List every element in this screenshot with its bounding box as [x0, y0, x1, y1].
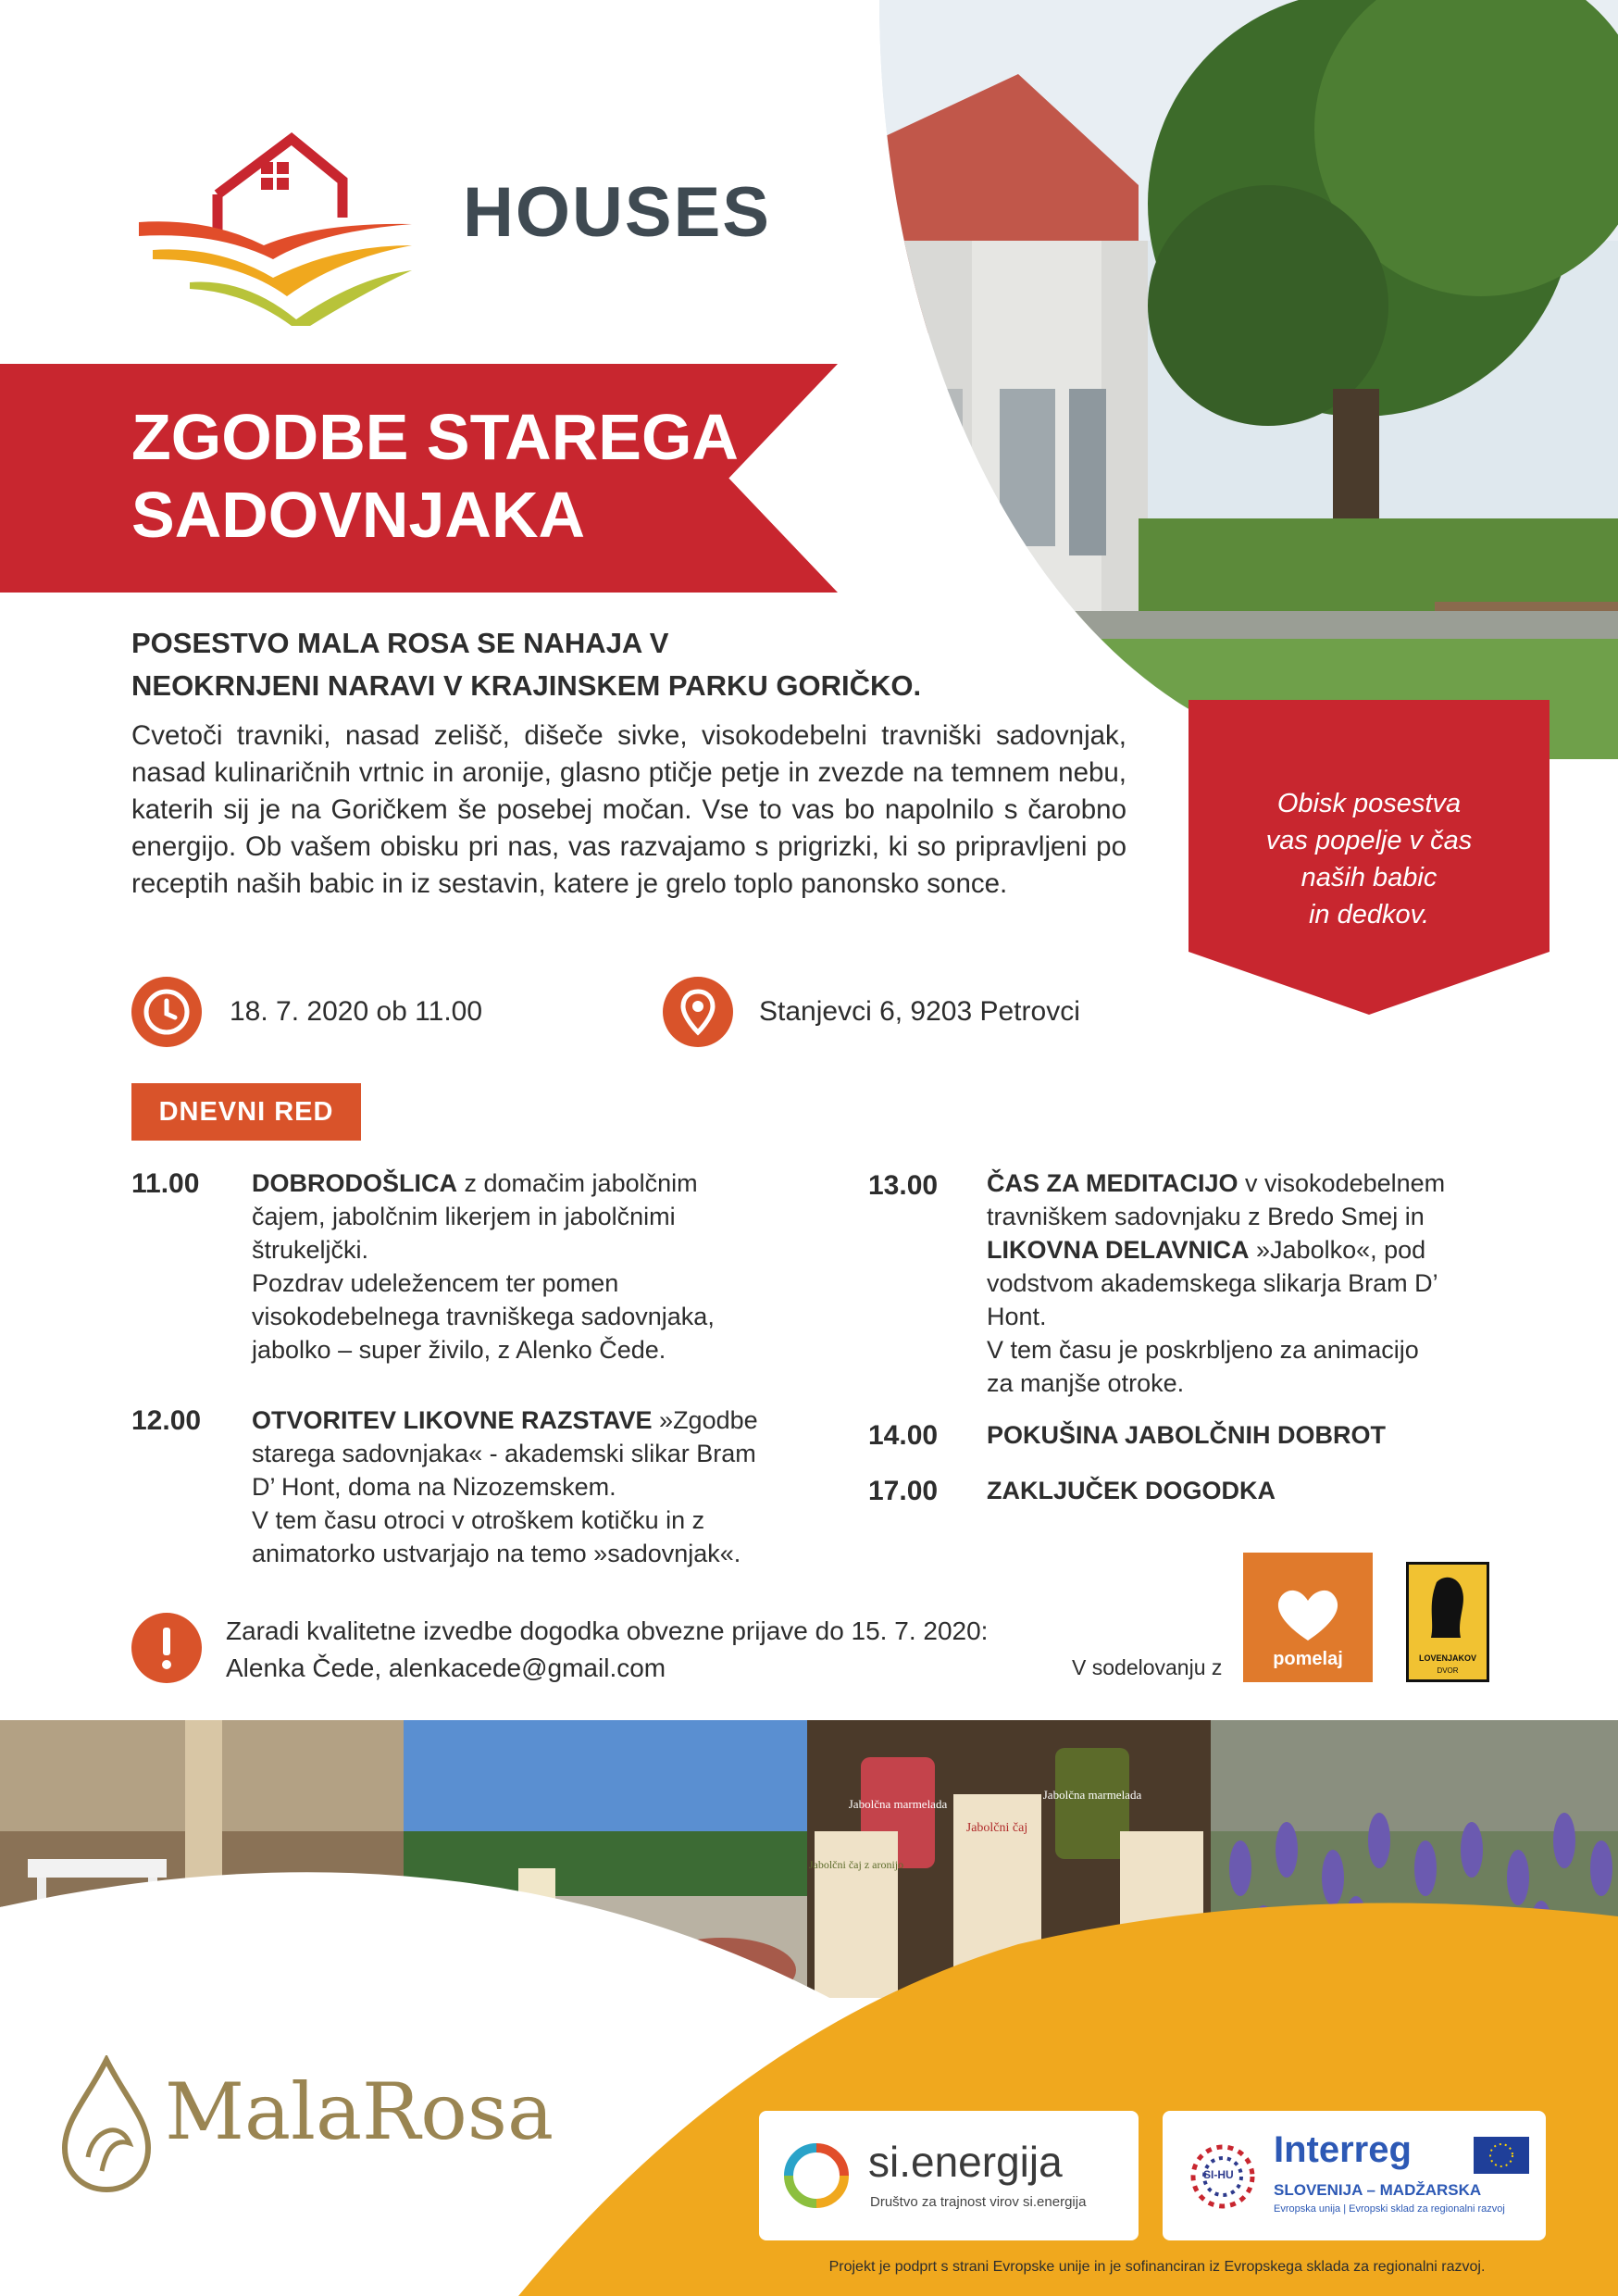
- interreg-badge: SI-HU: [1203, 2168, 1234, 2181]
- sienergija-sub: Društvo za trajnost virov si.energija: [870, 2194, 1087, 2210]
- cooperation-label: V sodelovanju z: [1072, 1655, 1223, 1679]
- agenda-item-text: za manjše otroke.: [987, 1369, 1185, 1397]
- quote-line: vas popelje v čas: [1265, 826, 1473, 855]
- lead-heading: [131, 622, 1057, 707]
- quote-line: in dedkov.: [1308, 900, 1430, 930]
- agenda-time: 13.00: [868, 1170, 939, 1201]
- title-line-2: SADOVNJAKA: [131, 479, 586, 551]
- agenda-label: DNEVNI RED: [131, 1083, 361, 1141]
- agenda-time: 17.00: [868, 1476, 939, 1506]
- agenda-item-text: V tem času otroci v otroškem kotičku in z: [252, 1506, 705, 1534]
- agenda-item-text: travniškem sadovnjaku z Bredo Smej in: [987, 1203, 1425, 1230]
- agenda-item-text: starega sadovnjaka« - akademski slikar Bram: [252, 1440, 756, 1467]
- agenda-item: [987, 1474, 1505, 1507]
- lead-line-2: NEOKRNJENI NARAVI V KRAJINSKEM PARKU GORIČKO.: [131, 669, 922, 702]
- agenda-item-text: visokodebelnega travniškega sadovnjaka,: [252, 1303, 715, 1330]
- clock-icon: [131, 977, 202, 1047]
- agenda-item: [987, 1167, 1505, 1400]
- jam-jar-label: Jabolčna marmelada: [848, 1797, 948, 1811]
- jam-jar-label: Jabolčna marmelada: [1042, 1788, 1142, 1802]
- quote-text: [1194, 785, 1544, 933]
- agenda-item-text: v visokodebelnem: [1245, 1169, 1446, 1197]
- agenda-time: 11.00: [131, 1168, 200, 1199]
- agenda-item-title: LIKOVNA DELAVNICA: [987, 1236, 1250, 1264]
- registration-notice: [226, 1613, 988, 1687]
- agenda-item-text: čajem, jabolčnim likerjem in jabolčnimi: [252, 1203, 676, 1230]
- interreg-logo: [1163, 2111, 1546, 2240]
- recycle-arrows-icon: [779, 2139, 853, 2213]
- quote-line: Obisk posestva: [1276, 789, 1462, 818]
- agenda-time: 14.00: [868, 1420, 939, 1451]
- event-address: Stanjevci 6, 9203 Petrovci: [759, 996, 1080, 1027]
- brand-name: HOUSES: [463, 173, 771, 252]
- house-logo-icon: [134, 130, 430, 329]
- agenda-item-text: Pozdrav udeležencem ter pomen: [252, 1269, 619, 1297]
- eu-flag-icon: [1474, 2137, 1529, 2174]
- lovenjakov-logo: [1406, 1562, 1489, 1682]
- intro-paragraph: Cvetoči travniki, nasad zelišč, dišeče sivke, visokodebelni travniški sadovnjak, nasad kulinaričnih vrtnic in aronije, glasno ptičje petje in zvezde na temnem nebu, katerih sij je na Goričkem še posebej močan. Vse to vas bo napolnilo s čarobno energijo. Ob vašem obisku pri nas, vas razvajamo s prigrizki, ki so pripravljeni po receptih naših babic in iz sestavin, katere je grelo toplo panonsko sonce.: [131, 720, 1126, 899]
- event-datetime: 18. 7. 2020 ob 11.00: [230, 996, 483, 1027]
- agenda-item-text: jabolko – super živilo, z Alenko Čede.: [252, 1336, 666, 1364]
- malarosa-drop-icon: [51, 2055, 162, 2194]
- agenda-item: [987, 1418, 1505, 1452]
- location-pin-icon: [663, 977, 733, 1047]
- agenda-item-text: štrukeljčki.: [252, 1236, 369, 1264]
- tea-label: Jabolčni čaj: [965, 1821, 1028, 1835]
- exclamation-icon: [131, 1613, 202, 1683]
- agenda-item-text: »Zgodbe: [659, 1406, 758, 1434]
- pomelaj-logo: [1243, 1553, 1373, 1682]
- contact-link[interactable]: Alenka Čede, alenkacede@gmail.com: [226, 1653, 666, 1682]
- agenda-item-text: vodstvom akademskega slikarja Bram D’: [987, 1269, 1438, 1297]
- agenda-item-text: D’ Hont, doma na Nizozemskem.: [252, 1473, 616, 1501]
- agenda-item-title: ZAKLJUČEK DOGODKA: [987, 1477, 1276, 1504]
- notice-line-2: [226, 1650, 988, 1687]
- quote-line: naših babic: [1301, 863, 1438, 892]
- lovenjakov-label: LOVENJAKOV: [1418, 1653, 1476, 1663]
- interreg-sub: Evropska unija | Evropski sklad za regionalni razvoj: [1274, 2203, 1505, 2215]
- page-title: [131, 398, 798, 554]
- agenda-item: [252, 1167, 770, 1366]
- agenda-item: [252, 1404, 770, 1570]
- agenda-item-text: »Jabolko«, pod: [1256, 1236, 1426, 1264]
- lead-line-1: POSESTVO MALA ROSA SE NAHAJA V: [131, 627, 669, 659]
- notice-line-1: Zaradi kvalitetne izvedbe dogodka obvezne prijave do 15. 7. 2020:: [226, 1616, 989, 1645]
- footer-disclaimer: Projekt je podprt s strani Evropske unije in je sofinanciran iz Evropskega sklada za regionalni razvoj.: [828, 2259, 1486, 2275]
- tea-label: Jabolčni čaj z aronijo: [808, 1858, 904, 1871]
- agenda-item-text: z domačim jabolčnim: [464, 1169, 698, 1197]
- interreg-region: SLOVENIJA – MADŽARSKA: [1274, 2181, 1482, 2199]
- interreg-name: Interreg: [1274, 2129, 1412, 2170]
- title-line-1: ZGODBE STAREGA: [131, 401, 739, 473]
- agenda-time: 12.00: [131, 1405, 202, 1436]
- agenda-item-title: DOBRODOŠLICA: [252, 1169, 457, 1197]
- sienergija-logo: [759, 2111, 1139, 2240]
- agenda-item-title: POKUŠINA JABOLČNIH DOBROT: [987, 1421, 1387, 1449]
- agenda-item-text: V tem času je poskrbljeno za animacijo: [987, 1336, 1419, 1364]
- lovenjakov-sub: DVOR: [1437, 1666, 1459, 1675]
- malarosa-logo: MalaRosa: [165, 2066, 554, 2157]
- agenda-item-text: animatorko ustvarjajo na temo »sadovnjak«.: [252, 1540, 741, 1567]
- sienergija-name: si.energija: [868, 2138, 1063, 2186]
- agenda-item-title: ČAS ZA MEDITACIJO: [987, 1169, 1238, 1197]
- pomelaj-label: pomelaj: [1273, 1649, 1343, 1669]
- agenda-item-title: OTVORITEV LIKOVNE RAZSTAVE: [252, 1406, 653, 1434]
- agenda-item-text: Hont.: [987, 1303, 1047, 1330]
